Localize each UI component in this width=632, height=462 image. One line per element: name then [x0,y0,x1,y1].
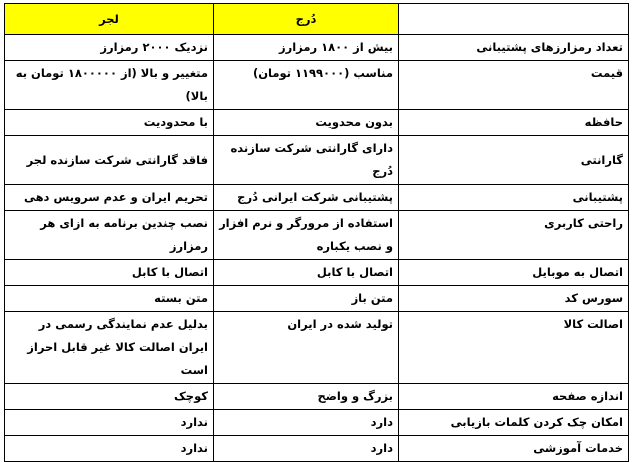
cell-label: امکان چک کردن کلمات بازیابی [399,410,629,436]
table-row [5,260,629,286]
cell-label: اتصال به موبایل [399,260,629,286]
cell-ledger: بدلیل عدم نمایندگی رسمی در ایران اصالت کالا غیر قابل احراز است [5,312,214,384]
cell-label: سورس کد [399,286,629,312]
table-row [5,110,629,136]
table-row [5,436,629,462]
cell-label: گارانتی [399,136,629,185]
cell-dorj: دارای گارانتی شرکت سازنده دُرج [214,136,399,185]
table-row [5,286,629,312]
cell-label: اندازه صفحه [399,384,629,410]
cell-dorj: تولید شده در ایران [214,312,399,384]
cell-ledger: متن بسته [5,286,214,312]
cell-ledger: با محدودیت [5,110,214,136]
cell-ledger: ندارد [5,436,214,462]
cell-dorj: بیش از ۱۸۰۰ رمزارز [214,35,399,61]
cell-ledger: تحریم ایران و عدم سرویس دهی [5,185,214,211]
cell-dorj: استفاده از مرورگر و نرم افزار و نصب یکباره [214,211,399,260]
header-ledger: لجر [5,4,214,35]
header-label-col [399,4,629,35]
table-row [5,384,629,410]
cell-ledger: نزدیک ۲۰۰۰ رمزارز [5,35,214,61]
cell-dorj: بزرگ و واضح [214,384,399,410]
cell-label: تعداد رمزارزهای پشتیبانی [399,35,629,61]
cell-ledger: متغییر و بالا (از ۱۸۰۰۰۰۰ تومان به بالا) [5,61,214,110]
cell-ledger: کوچک [5,384,214,410]
cell-dorj: اتصال با کابل [214,260,399,286]
table-row [5,185,629,211]
cell-dorj: پشتیبانی شرکت ایرانی دُرج [214,185,399,211]
cell-ledger: ندارد [5,410,214,436]
table-row [5,410,629,436]
cell-label: قیمت [399,61,629,110]
cell-dorj: دارد [214,436,399,462]
cell-ledger: اتصال با کابل [5,260,214,286]
comparison-table [4,3,629,462]
table-row [5,61,629,110]
cell-label: اصالت کالا [399,312,629,384]
cell-label: پشتیبانی [399,185,629,211]
table-row [5,35,629,61]
cell-label: خدمات آموزشی [399,436,629,462]
cell-dorj: مناسب (۱۱۹۹۰۰۰ تومان) [214,61,399,110]
header-dorj: دُرج [214,4,399,35]
table-row [5,312,629,384]
cell-label: راحتی کاربری [399,211,629,260]
cell-label: حافظه [399,110,629,136]
header-row [5,4,629,35]
cell-dorj: متن باز [214,286,399,312]
cell-ledger: نصب چندین برنامه به ازای هر رمزارز [5,211,214,260]
cell-ledger: فاقد گارانتی شرکت سازنده لجر [5,136,214,185]
table-row [5,211,629,260]
cell-dorj: دارد [214,410,399,436]
cell-dorj: بدون محدویت [214,110,399,136]
table-row [5,136,629,185]
